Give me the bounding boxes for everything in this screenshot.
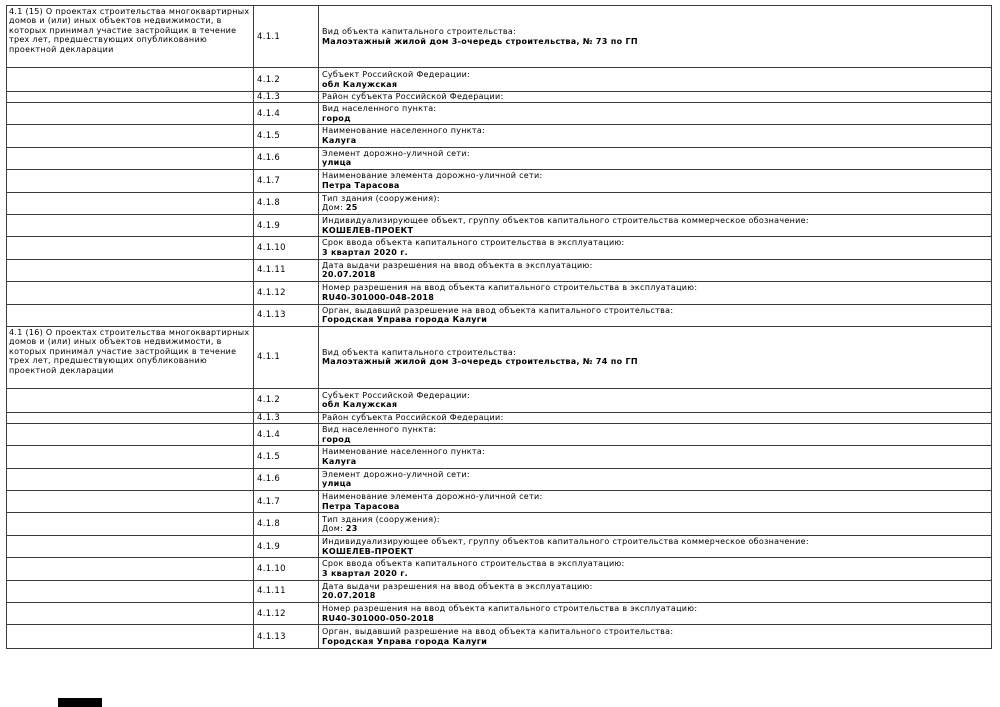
section-description-cell — [7, 424, 254, 445]
field-value: RU40-301000-048-2018 — [322, 292, 435, 302]
row-number-cell — [254, 513, 319, 534]
row-number-cell — [254, 558, 319, 579]
row-content-cell — [319, 92, 991, 102]
table-row — [7, 148, 991, 170]
section-description-cell — [7, 260, 254, 281]
section-title: 4.1 (16) О проектах строительства многоквартирных домов и (или) иных объектов недвижимости, в которых принимал участие застройщик в течение трех лет, предшествующих опубликованию проектной декларации — [9, 327, 250, 375]
field-label: Наименование элемента дорожно-уличной сети: — [322, 171, 543, 181]
field-value: КОШЕЛЕВ-ПРОЕКТ — [322, 546, 414, 556]
field-label: Район субъекта Российской Федерации: — [322, 413, 504, 423]
row-content-cell — [319, 148, 991, 169]
row-content-cell — [319, 389, 991, 412]
field-value: Малоэтажный жилой дом 3-очередь строительства, № 74 по ГП — [322, 357, 638, 367]
field-value-line — [322, 614, 991, 624]
field-value-line — [322, 400, 991, 410]
field-label: Срок ввода объекта капитального строительства в эксплуатацию: — [322, 238, 625, 248]
section-description-cell — [7, 389, 254, 412]
table-row — [7, 446, 991, 468]
field-value-line — [322, 357, 991, 367]
field-value-line — [322, 293, 991, 303]
field-value: Городская Управа города Калуги — [322, 636, 488, 646]
row-number: 4.1.2 — [257, 74, 281, 85]
row-number: 4.1.12 — [257, 608, 286, 619]
row-number: 4.1.12 — [257, 287, 286, 298]
row-number: 4.1.5 — [257, 451, 281, 462]
field-label: Дата выдачи разрешения на ввод объекта в эксплуатацию: — [322, 260, 593, 270]
field-label: Вид объекта капитального строительства: — [322, 347, 517, 357]
field-value: улица — [322, 479, 352, 489]
table-row — [7, 536, 991, 558]
row-number: 4.1.10 — [257, 563, 286, 574]
row-content-cell — [319, 260, 991, 281]
row-number-cell — [254, 327, 319, 388]
row-number-cell — [254, 625, 319, 647]
section-description-cell — [7, 6, 254, 67]
section-description-cell — [7, 215, 254, 236]
table-row — [7, 92, 991, 103]
table-row — [7, 581, 991, 603]
row-number: 4.1.7 — [257, 175, 281, 186]
field-value: 20.07.2018 — [322, 270, 376, 280]
section-description-cell — [7, 327, 254, 388]
row-content-cell — [319, 413, 991, 423]
section-description-cell — [7, 558, 254, 579]
row-number-cell — [254, 603, 319, 624]
table-row — [7, 6, 991, 68]
field-label: Срок ввода объекта капитального строительства в эксплуатацию: — [322, 559, 625, 569]
row-content-cell — [319, 513, 991, 534]
table-row — [7, 193, 991, 215]
field-value: Калуга — [322, 136, 357, 146]
row-content-cell — [319, 103, 991, 124]
field-value: 25 — [345, 203, 358, 213]
black-marker — [58, 698, 102, 707]
row-number: 4.1.1 — [257, 352, 281, 363]
field-value: город — [322, 434, 351, 444]
row-content-cell — [319, 536, 991, 557]
table-row — [7, 282, 991, 304]
field-value: Калуга — [322, 456, 357, 466]
row-number: 4.1.3 — [257, 412, 281, 423]
field-label: Тип здания (сооружения): — [322, 514, 440, 524]
field-value-line — [322, 181, 991, 191]
field-value-line — [322, 435, 991, 445]
section-description-cell — [7, 103, 254, 124]
row-content-cell — [319, 6, 991, 67]
row-content-cell — [319, 215, 991, 236]
field-value-line — [322, 637, 991, 647]
section-description-cell — [7, 148, 254, 169]
table-row — [7, 413, 991, 424]
table-row — [7, 513, 991, 535]
section-description-cell — [7, 491, 254, 512]
field-value-line — [322, 524, 991, 534]
table-row — [7, 469, 991, 491]
section-4-1-15 — [7, 6, 991, 327]
field-label: Орган, выдавший разрешение на ввод объекта капитального строительства: — [322, 627, 674, 637]
section-description-cell — [7, 305, 254, 326]
table-row — [7, 103, 991, 125]
field-value: Петра Тарасова — [322, 501, 400, 511]
row-number: 4.1.8 — [257, 198, 281, 209]
field-value-prefix: Дом: — [322, 203, 346, 213]
table-row — [7, 424, 991, 446]
field-value-line — [322, 270, 991, 280]
field-value-line — [322, 569, 991, 579]
field-label: Тип здания (сооружения): — [322, 193, 440, 203]
section-description-cell — [7, 282, 254, 303]
section-description-cell — [7, 536, 254, 557]
row-number: 4.1.11 — [257, 265, 286, 276]
field-value-line — [322, 226, 991, 236]
row-number-cell — [254, 469, 319, 490]
row-number: 4.1.13 — [257, 310, 286, 321]
field-label: Вид населенного пункта: — [322, 104, 437, 114]
field-value-line — [322, 479, 991, 489]
field-value: Петра Тарасова — [322, 180, 400, 190]
field-value-line — [322, 203, 991, 213]
field-value: 23 — [345, 524, 358, 534]
field-value: 3 квартал 2020 г. — [322, 568, 409, 578]
section-description-cell — [7, 237, 254, 258]
section-description-cell — [7, 603, 254, 624]
row-number: 4.1.6 — [257, 474, 281, 485]
field-value-line — [322, 158, 991, 168]
row-number-cell — [254, 103, 319, 124]
row-number-cell — [254, 148, 319, 169]
row-content-cell — [319, 327, 991, 388]
table-row — [7, 603, 991, 625]
row-number: 4.1.4 — [257, 108, 281, 119]
section-description-cell — [7, 68, 254, 91]
table-row — [7, 305, 991, 327]
field-label: Наименование населенного пункта: — [322, 126, 486, 136]
row-number: 4.1.4 — [257, 429, 281, 440]
field-label: Субъект Российской Федерации: — [322, 390, 471, 400]
row-number: 4.1.2 — [257, 395, 281, 406]
row-content-cell — [319, 558, 991, 579]
row-number-cell — [254, 581, 319, 602]
field-value: обл Калужская — [322, 400, 398, 410]
declaration-table — [6, 5, 992, 649]
section-title: 4.1 (15) О проектах строительства многоквартирных домов и (или) иных объектов недвижимости, в которых принимал участие застройщик в течение трех лет, предшествующих опубликованию проектной декларации — [9, 7, 250, 54]
field-label: Вид объекта капитального строительства: — [322, 26, 517, 36]
row-content-cell — [319, 469, 991, 490]
field-label: Вид населенного пункта: — [322, 425, 437, 434]
table-row — [7, 558, 991, 580]
row-content-cell — [319, 603, 991, 624]
field-label: Район субъекта Российской Федерации: — [322, 92, 504, 102]
row-number-cell — [254, 193, 319, 214]
field-value: 20.07.2018 — [322, 591, 376, 601]
row-number: 4.1.7 — [257, 496, 281, 507]
table-row — [7, 215, 991, 237]
field-value-line — [322, 37, 991, 47]
row-number-cell — [254, 491, 319, 512]
section-description-cell — [7, 469, 254, 490]
section-description-cell — [7, 125, 254, 146]
row-number-cell — [254, 125, 319, 146]
row-number-cell — [254, 305, 319, 326]
row-number: 4.1.1 — [257, 31, 281, 42]
field-value: Малоэтажный жилой дом 3-очередь строительства, № 73 по ГП — [322, 36, 638, 46]
row-number-cell — [254, 389, 319, 412]
field-value-line — [322, 457, 991, 467]
row-number: 4.1.6 — [257, 153, 281, 164]
field-label: Наименование элемента дорожно-уличной сети: — [322, 492, 543, 502]
row-number-cell — [254, 6, 319, 67]
table-row — [7, 625, 991, 647]
field-value: КОШЕЛЕВ-ПРОЕКТ — [322, 225, 414, 235]
row-number-cell — [254, 536, 319, 557]
row-number: 4.1.9 — [257, 220, 281, 231]
row-number: 4.1.10 — [257, 243, 286, 254]
field-value-prefix: Дом: — [322, 524, 346, 534]
field-value-line — [322, 136, 991, 146]
field-value: улица — [322, 158, 352, 168]
row-number: 4.1.9 — [257, 541, 281, 552]
row-content-cell — [319, 170, 991, 191]
row-number-cell — [254, 413, 319, 423]
field-value: город — [322, 113, 351, 123]
table-row — [7, 389, 991, 413]
field-value-line — [322, 547, 991, 557]
field-value-line — [322, 80, 991, 90]
row-content-cell — [319, 125, 991, 146]
field-label: Номер разрешения на ввод объекта капитального строительства в эксплуатацию: — [322, 604, 698, 614]
section-description-cell — [7, 513, 254, 534]
field-value-line — [322, 114, 991, 124]
field-value: обл Калужская — [322, 79, 398, 89]
row-content-cell — [319, 491, 991, 512]
row-content-cell — [319, 581, 991, 602]
field-label: Индивидуализирующее объект, группу объектов капитального строительства коммерческое обозначение: — [322, 216, 809, 226]
field-label: Номер разрешения на ввод объекта капитального строительства в эксплуатацию: — [322, 283, 698, 293]
row-content-cell — [319, 68, 991, 91]
row-content-cell — [319, 625, 991, 647]
section-description-cell — [7, 413, 254, 423]
table-row — [7, 125, 991, 147]
field-label: Элемент дорожно-уличной сети: — [322, 148, 470, 158]
table-row — [7, 260, 991, 282]
row-number: 4.1.8 — [257, 519, 281, 530]
table-row — [7, 68, 991, 92]
row-number: 4.1.13 — [257, 631, 286, 642]
row-content-cell — [319, 282, 991, 303]
field-value: 3 квартал 2020 г. — [322, 248, 409, 258]
table-row — [7, 491, 991, 513]
row-content-cell — [319, 424, 991, 445]
row-number: 4.1.5 — [257, 131, 281, 142]
row-number-cell — [254, 424, 319, 445]
field-label: Субъект Российской Федерации: — [322, 69, 471, 79]
row-number-cell — [254, 237, 319, 258]
row-content-cell — [319, 446, 991, 467]
section-4-1-16 — [7, 327, 991, 648]
field-label: Индивидуализирующее объект, группу объектов капитального строительства коммерческое обозначение: — [322, 536, 809, 546]
row-number-cell — [254, 170, 319, 191]
row-number-cell — [254, 282, 319, 303]
field-label: Орган, выдавший разрешение на ввод объекта капитального строительства: — [322, 305, 674, 315]
row-number-cell — [254, 260, 319, 281]
row-number-cell — [254, 68, 319, 91]
row-number-cell — [254, 92, 319, 102]
section-description-cell — [7, 625, 254, 647]
row-content-cell — [319, 237, 991, 258]
field-value-line — [322, 591, 991, 601]
field-value-line — [322, 315, 991, 325]
section-description-cell — [7, 170, 254, 191]
field-value-line — [322, 248, 991, 258]
row-content-cell — [319, 305, 991, 326]
section-description-cell — [7, 446, 254, 467]
field-value-line — [322, 502, 991, 512]
row-number: 4.1.11 — [257, 586, 286, 597]
field-label: Элемент дорожно-уличной сети: — [322, 469, 470, 479]
field-label: Дата выдачи разрешения на ввод объекта в эксплуатацию: — [322, 581, 593, 591]
field-value: Городская Управа города Калуги — [322, 315, 488, 325]
section-description-cell — [7, 581, 254, 602]
row-content-cell — [319, 193, 991, 214]
section-description-cell — [7, 193, 254, 214]
table-row — [7, 170, 991, 192]
table-row — [7, 327, 991, 389]
row-number-cell — [254, 446, 319, 467]
row-number-cell — [254, 215, 319, 236]
section-description-cell — [7, 92, 254, 102]
field-value: RU40-301000-050-2018 — [322, 613, 435, 623]
table-row — [7, 237, 991, 259]
field-label: Наименование населенного пункта: — [322, 447, 486, 457]
row-number: 4.1.3 — [257, 92, 281, 102]
